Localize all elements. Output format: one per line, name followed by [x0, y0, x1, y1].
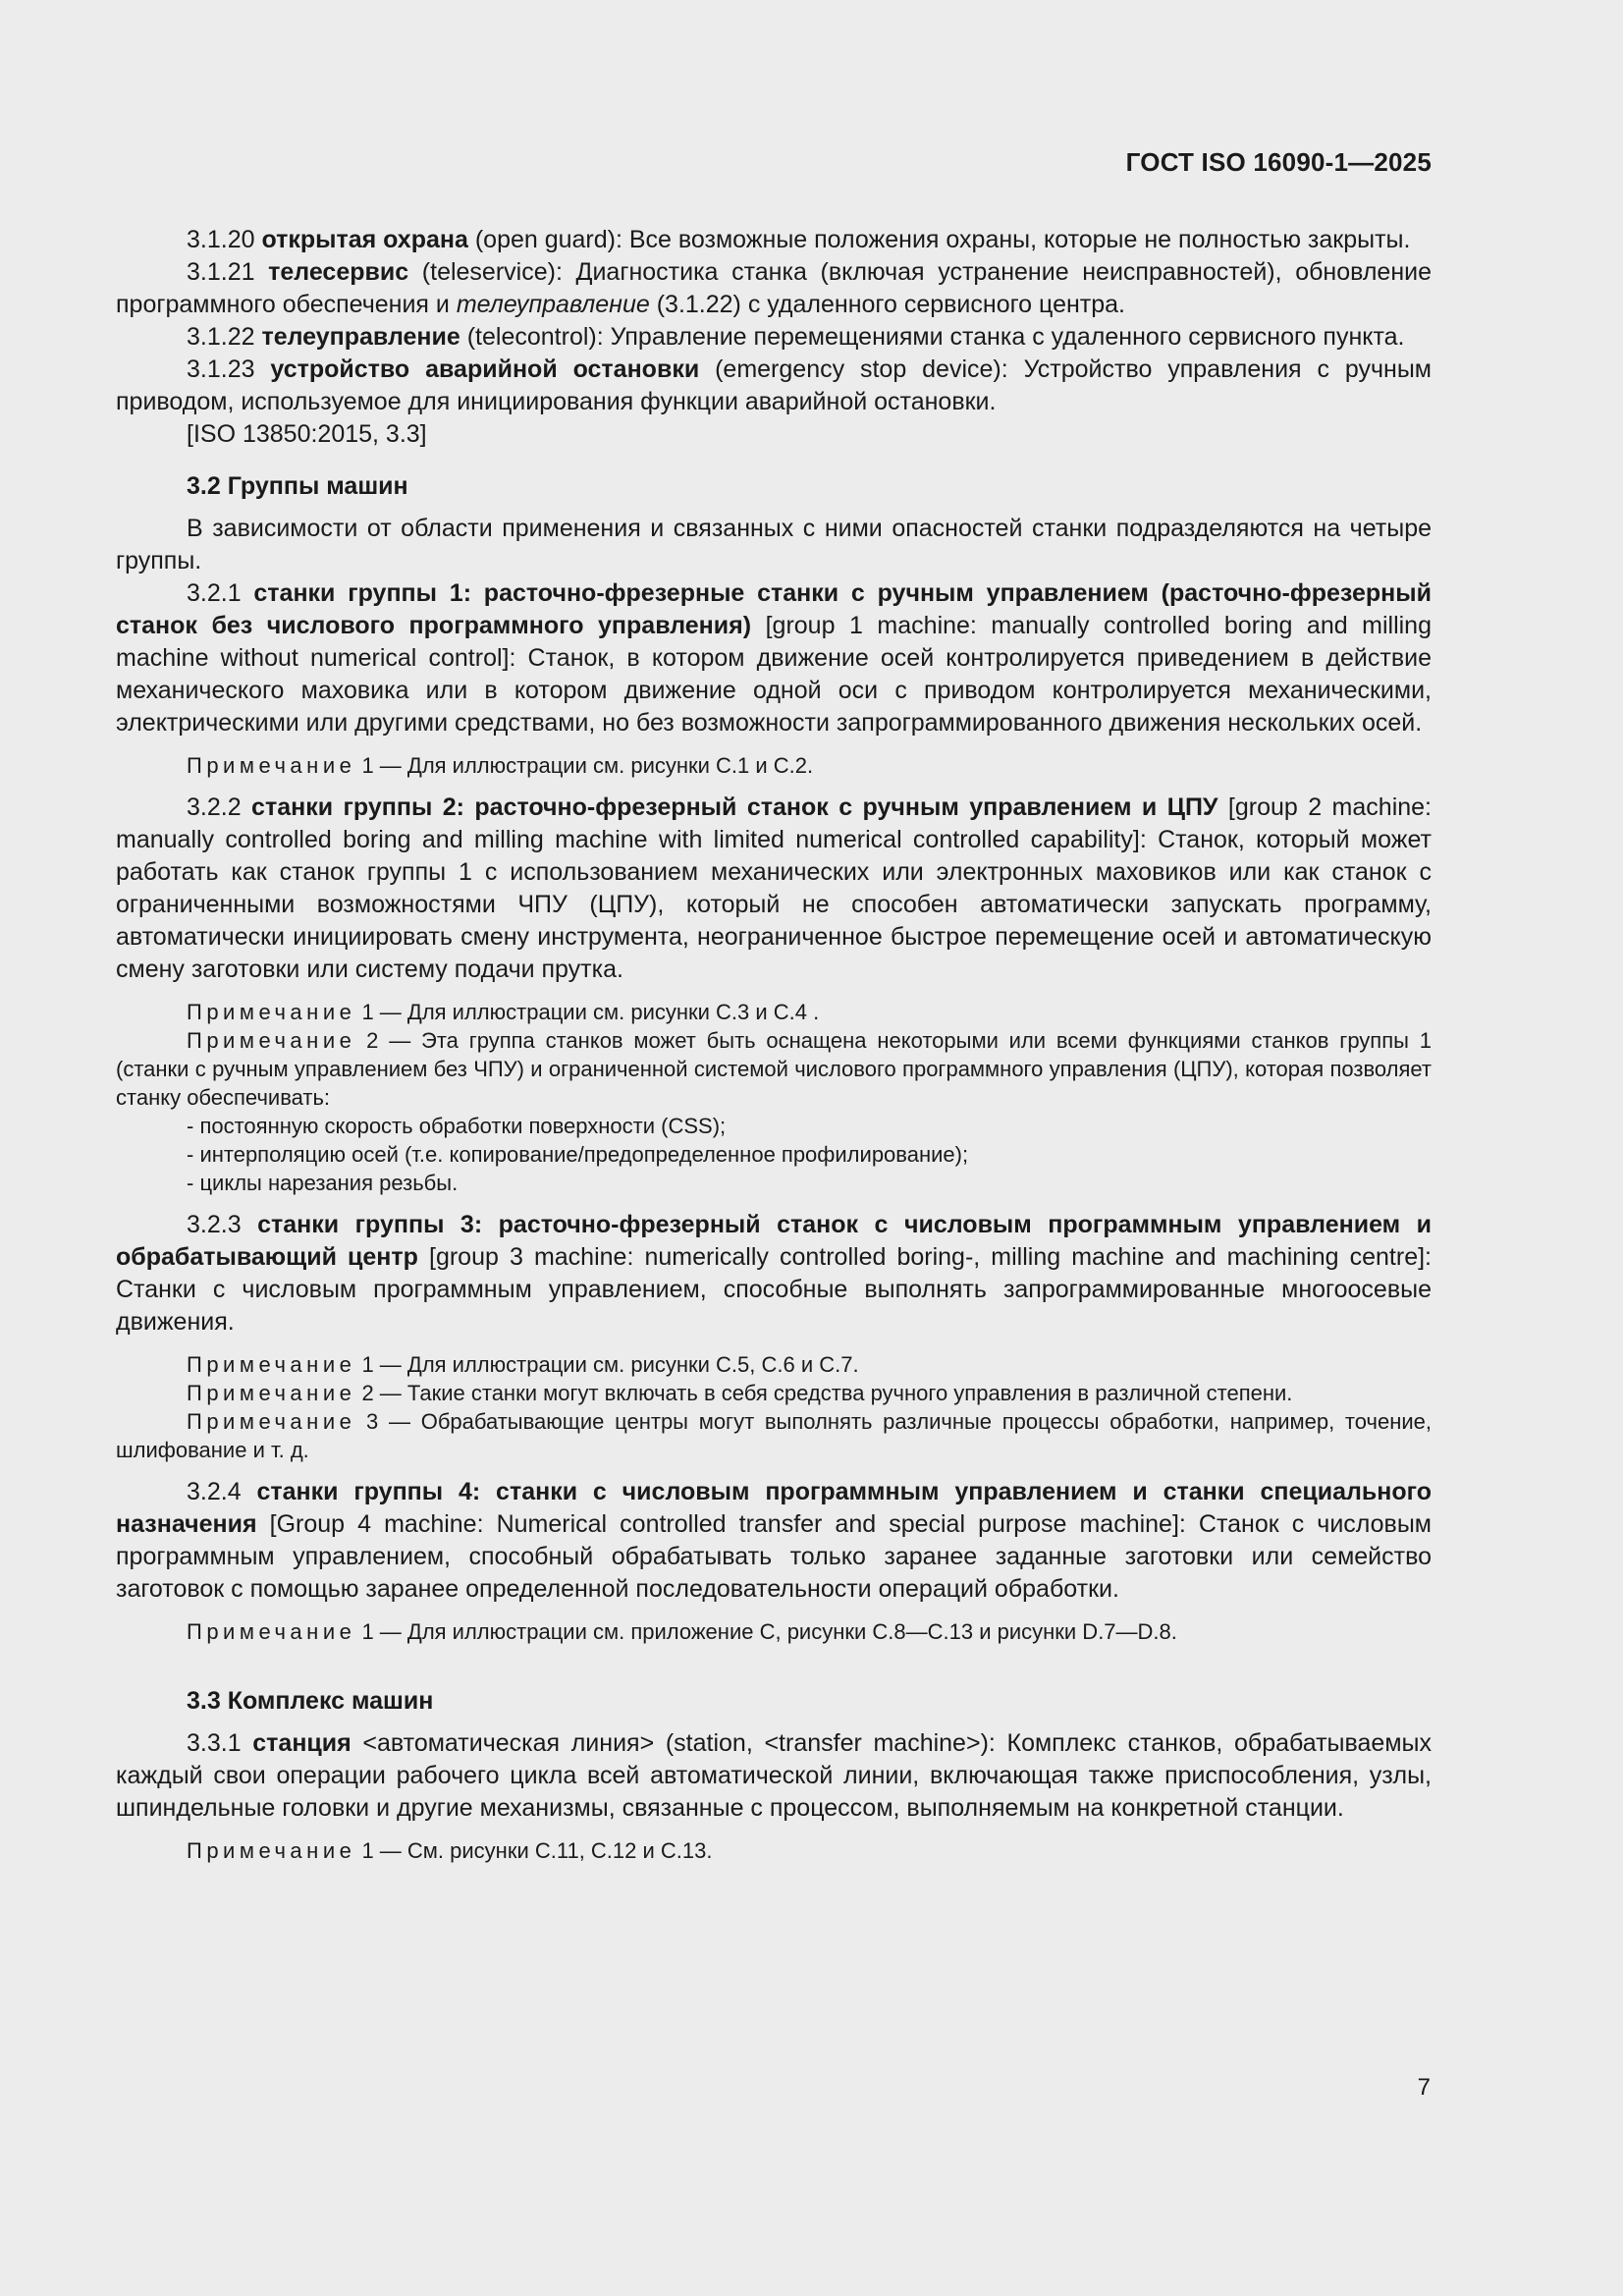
note-text: 1 — Для иллюстрации см. рисунки С.5, С.6 и С.7. — [355, 1352, 859, 1377]
clause-text: (teleservice): Диагностика станка (включая устранение неисправностей), обновление программного обеспечения и — [116, 258, 1433, 318]
note-label: Примечание — [187, 753, 356, 778]
clause-3-2-1 — [116, 577, 1432, 739]
note-label: Примечание — [187, 1838, 356, 1863]
list-item: - циклы нарезания резьбы. — [187, 1171, 459, 1195]
clause-term: станки группы 3: расточно-фрезерный станок с числовым программным управлением и обрабатывающий центр — [116, 1211, 1432, 1271]
clause-number: 3.1.22 — [187, 323, 262, 351]
clause-text: (telecontrol): Управление перемещениями станка с удаленного сервисного пункта. — [460, 323, 1405, 351]
clause-term: станки группы 1: расточно-фрезерные станки с ручным управлением (расточно-фрезерный станок без числового программного управления) — [116, 579, 1432, 639]
clause-number: 3.1.21 — [187, 258, 269, 286]
note-label: Примечание — [187, 1409, 356, 1434]
clause-term: станки группы 2: расточно-фрезерный станок с ручным управлением и ЦПУ — [251, 793, 1218, 821]
clause-term: станки группы 4: станки с числовым программным управлением и станки специального назначения — [116, 1478, 1432, 1538]
section-heading-3-2: 3.2 Группы машин — [187, 472, 408, 500]
note — [116, 751, 1432, 780]
clause-term: телеуправление — [261, 323, 460, 351]
clause-term: станция — [252, 1729, 352, 1757]
clause-term: устройство аварийной остановки — [270, 355, 700, 383]
clause-term: телесервис — [268, 258, 409, 286]
document-body — [116, 224, 1432, 1865]
clause-3-3-1 — [116, 1727, 1432, 1825]
clause-number: 3.2.2 — [187, 793, 252, 821]
note-text: 1 — Для иллюстрации см. рисунки С.3 и С.4 . — [355, 1000, 820, 1024]
clause-3-1-20 — [116, 224, 1432, 256]
note — [116, 1836, 1432, 1865]
note-label: Примечание — [187, 1619, 356, 1644]
clause-3-1-22 — [116, 321, 1432, 354]
clause-3-2-4 — [116, 1476, 1432, 1606]
clause-number: 3.2.1 — [187, 579, 254, 607]
document-header: ГОСТ ISO 16090-1—2025 — [1125, 147, 1432, 177]
note-text: 3 — Обрабатывающие центры могут выполнять различные процессы обработки, например, точение, шлифование и т. д. — [116, 1409, 1432, 1462]
note-label: Примечание — [187, 1352, 356, 1377]
clause-text: [group 2 machine: manually controlled boring and milling machine with limited numerical controlled capability]: Станок, который может работать как станок группы 1 с использованием механических или электронных маховиков или как станок с ограниченными возможностями ЧПУ (ЦПУ), который не способен автоматически запускать программу, автоматически инициировать смену инструмента, неограниченное быстрое перемещение осей и автоматическую смену заготовки или систему подачи прутка. — [116, 793, 1433, 983]
clause-text: [Group 4 machine: Numerical controlled transfer and special purpose machine]: Станок с числовым программным управлением, способный обрабатывать только заранее заданные заготовки или семейство заготовок с помощью заранее определенной последовательности операций обработки. — [116, 1510, 1432, 1603]
note — [116, 1379, 1432, 1407]
clause-text: (open guard): Все возможные положения охраны, которые не полностью закрыты. — [467, 226, 1411, 253]
clause-italic-term: телеуправление — [456, 291, 650, 318]
note-text: 2 — Эта группа станков может быть оснащена некоторыми или всеми функциями станков группы 1 (станки с ручным управлением без ЧПУ) и ограниченной системой числового программного управления (ЦПУ), которая позволяет станку обеспечивать: — [116, 1028, 1432, 1110]
clause-text: (emergency stop device): Устройство управления с ручным приводом, используемое для инициирования функции аварийной остановки. — [116, 355, 1432, 415]
clause-text: [group 3 machine: numerically controlled boring-, milling machine and machining centre]: Станки с числовым программным управлением, способные выполнять запрограммированные многоосевые движения. — [116, 1243, 1432, 1336]
clause-text: <автоматическая линия> (station, <transfer machine>): Комплекс станков, обрабатываемых каждый свои операции рабочего цикла всей автоматической линии, включающая также приспособления, узлы, шпиндельные головки и другие механизмы, связанные с процессом, выполняемым на конкретной станции. — [116, 1729, 1432, 1822]
note-text: 1 — Для иллюстрации см. рисунки С.1 и С.2. — [355, 753, 814, 778]
list-item: - постоянную скорость обработки поверхности (CSS); — [187, 1114, 727, 1138]
note — [116, 1617, 1432, 1646]
clause-3-2-2 — [116, 792, 1432, 986]
section-intro: В зависимости от области применения и связанных с ними опасностей станки подразделяются на четыре группы. — [116, 515, 1432, 574]
note-label: Примечание — [187, 1000, 356, 1024]
clause-number: 3.2.3 — [187, 1211, 258, 1238]
clause-3-1-21 — [116, 256, 1432, 321]
note-label: Примечание — [187, 1381, 356, 1405]
note — [116, 1026, 1432, 1112]
clause-text: (3.1.22) с удаленного сервисного центра. — [649, 291, 1125, 318]
clause-number: 3.3.1 — [187, 1729, 253, 1757]
note-text: 2 — Такие станки могут включать в себя средства ручного управления в различной степени. — [355, 1381, 1293, 1405]
note-label: Примечание — [187, 1028, 356, 1053]
clause-number: 3.1.20 — [187, 226, 262, 253]
note — [116, 998, 1432, 1026]
clause-term: открытая охрана — [261, 226, 468, 253]
section-heading-3-3: 3.3 Комплекс машин — [187, 1687, 434, 1715]
note — [116, 1407, 1432, 1464]
note-text: 1 — См. рисунки С.11, С.12 и С.13. — [355, 1838, 713, 1863]
list-item: - интерполяцию осей (т.е. копирование/предопределенное профилирование); — [187, 1142, 969, 1167]
clause-text: [group 1 machine: manually controlled boring and milling machine without numerical control]: Станок, в котором движение осей контролируется приведением в действие механического маховика или в котором движение одной оси с приводом контролируется механическими, электрическими или другими средствами, но без возможности запрограммированного движения нескольких осей. — [116, 612, 1432, 737]
clause-3-2-3 — [116, 1209, 1432, 1339]
note-text: 1 — Для иллюстрации см. приложение С, рисунки С.8—С.13 и рисунки D.7—D.8. — [355, 1619, 1177, 1644]
clause-3-1-23 — [116, 354, 1432, 418]
reference: [ISO 13850:2015, 3.3] — [187, 420, 427, 448]
clause-number: 3.1.23 — [187, 355, 271, 383]
note — [116, 1350, 1432, 1379]
page-number: 7 — [1417, 2074, 1431, 2101]
clause-number: 3.2.4 — [187, 1478, 257, 1505]
